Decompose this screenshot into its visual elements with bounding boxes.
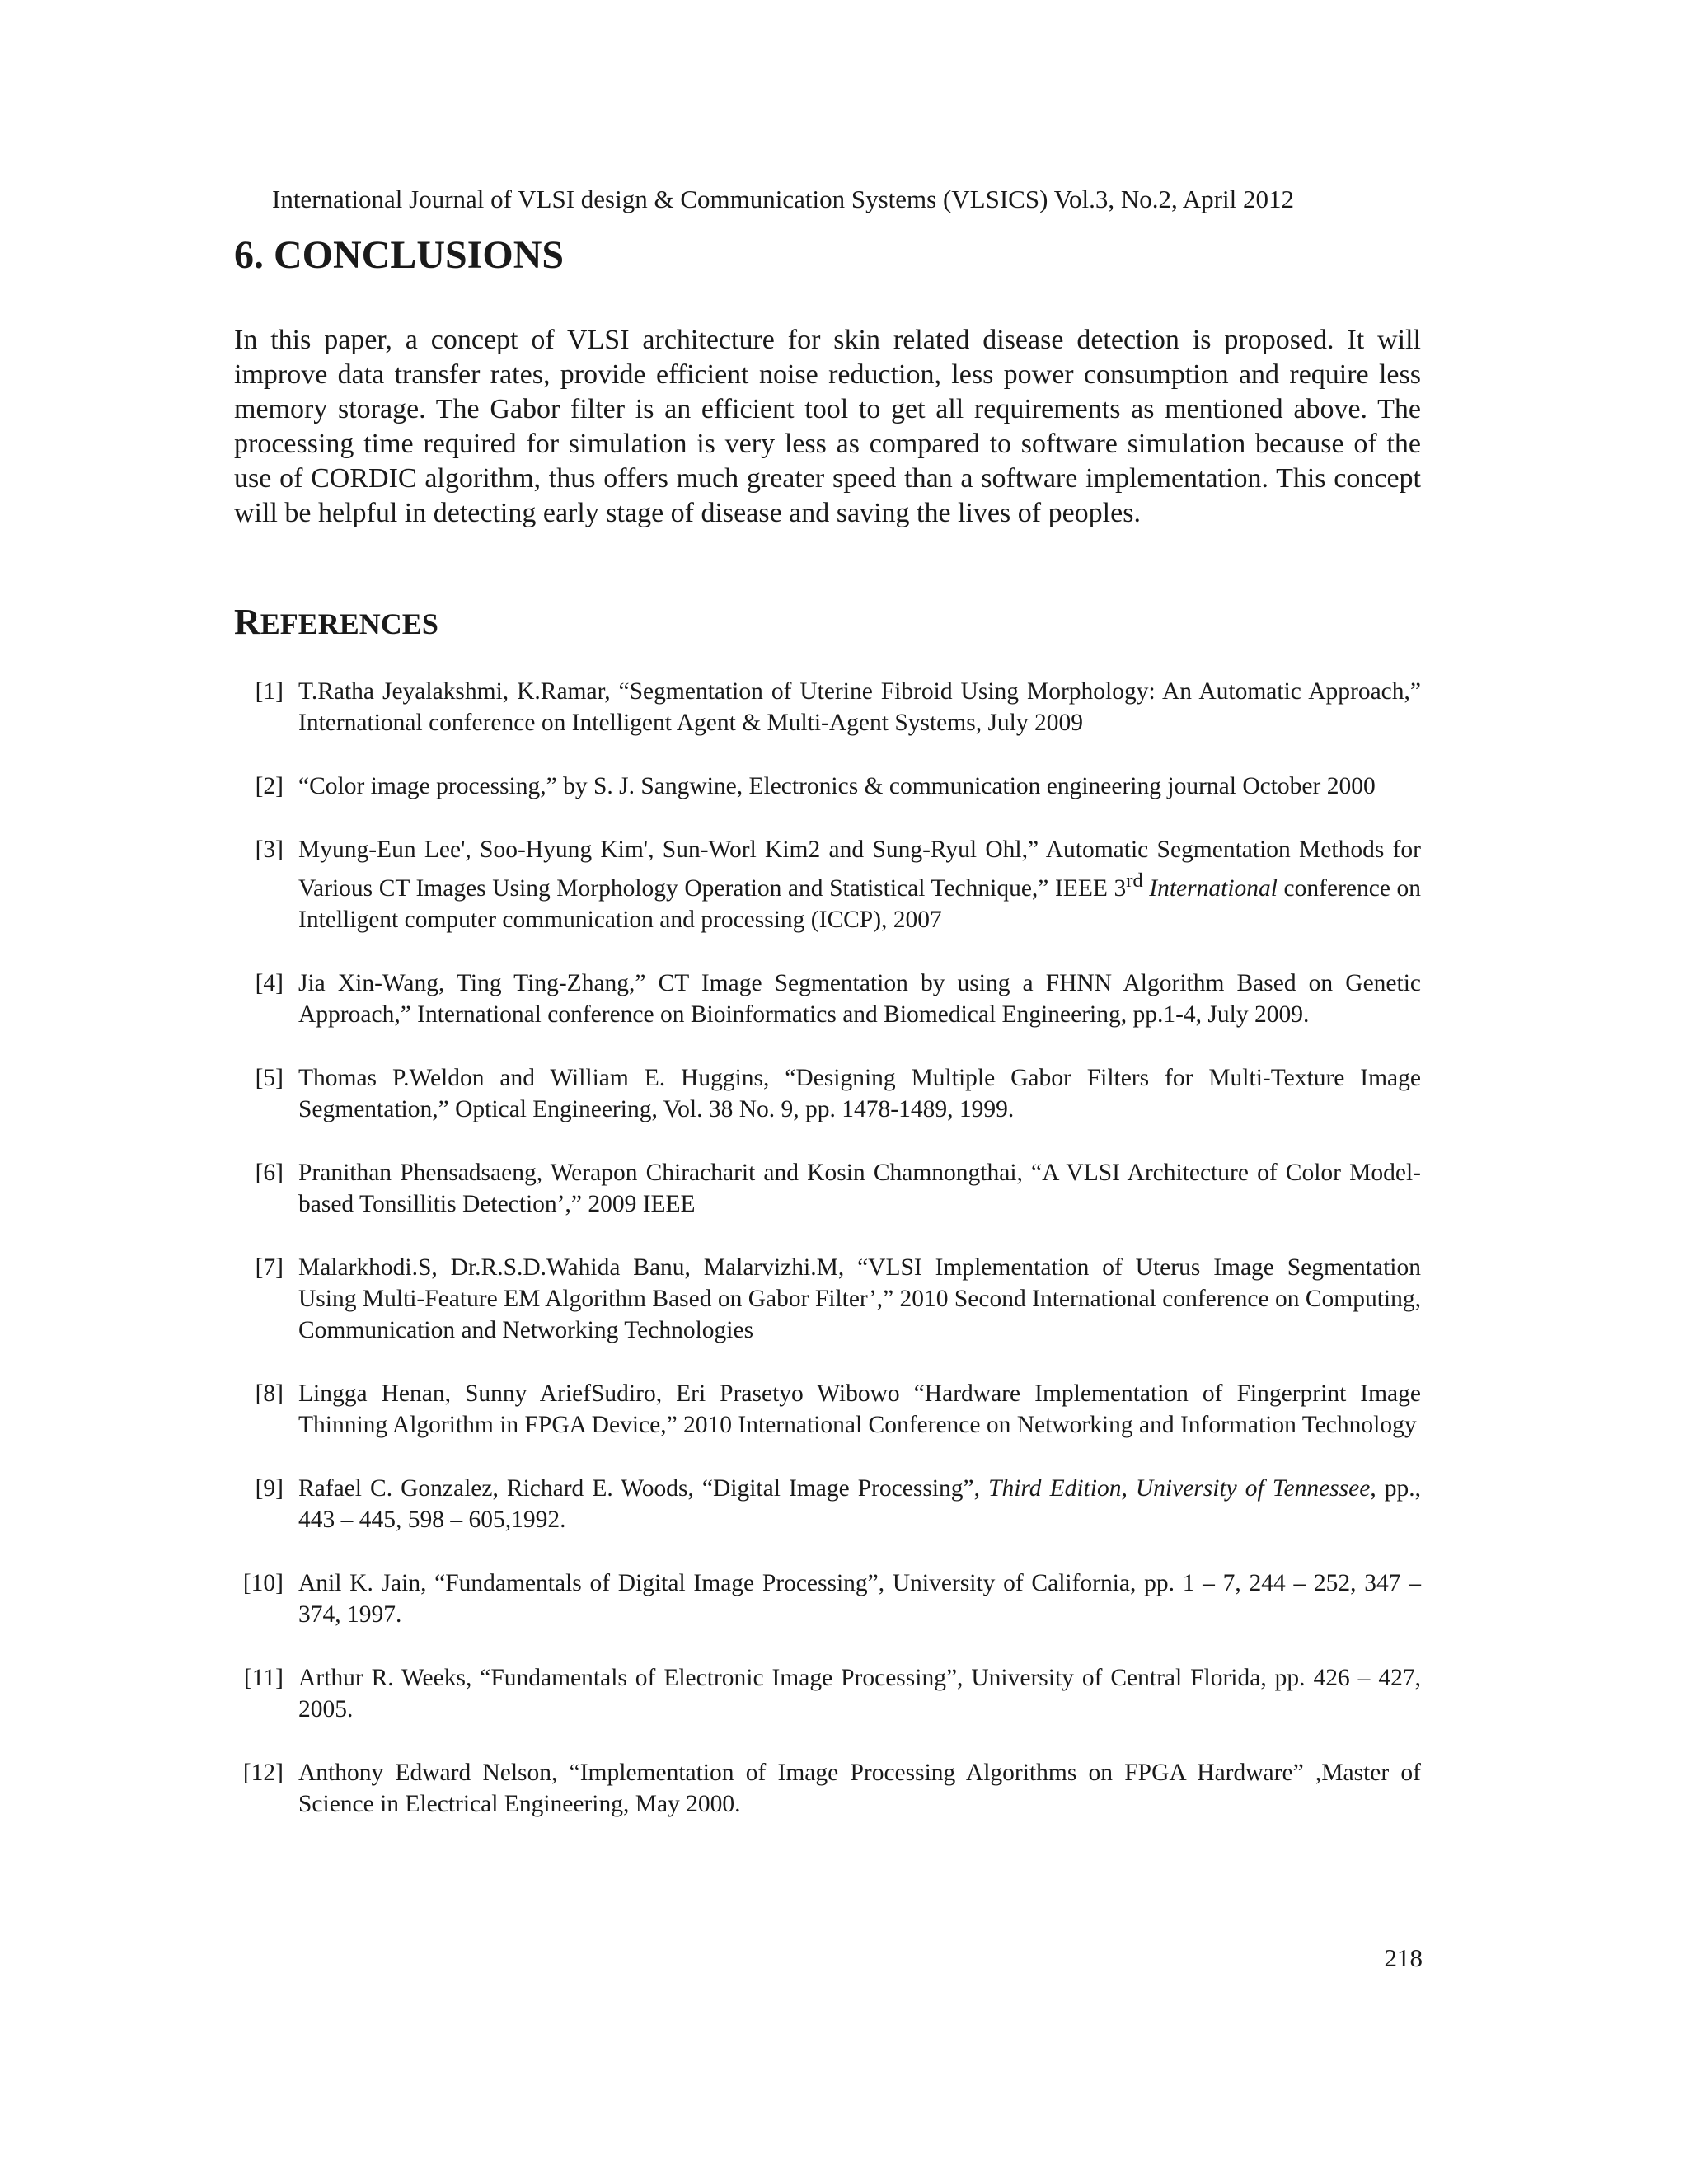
reference-number: [10] [242,1569,284,1596]
reference-item-1 [234,676,1421,738]
reference-text: T.Ratha Jeyalakshmi, K.Ramar, “Segmentation of Uterine Fibroid Using Morphology: An Automatic Approach,” International conference on Intelligent Agent & Multi-Agent Systems, July 2009 [298,678,1421,736]
reference-text-part: Myung-Eun Lee', Soo-Hyung Kim', Sun-Worl Kim2 and Sung-Ryul Ohl,” Automatic Segmentation Methods for Various CT Images Using Morphology Operation and Statistical Technique,” IEEE 3 [298,837,1421,902]
reference-text: Lingga Henan, Sunny AriefSudiro, Eri Prasetyo Wibowo “Hardware Implementation of Fingerprint Image Thinning Algorithm in FPGA Device,” 2010 International Conference on Networking and Information Technology [298,1380,1421,1438]
reference-number: [4] [255,969,284,996]
reference-item-4 [234,968,1421,1030]
conclusions-paragraph: In this paper, a concept of VLSI architecture for skin related disease detection is proposed. It will improve data transfer rates, provide efficient noise reduction, less power consumption and require less memory storage. The Gabor filter is an efficient tool to get all requirements as mentioned above. The processing time required for simulation is very less as compared to software simulation because of the use of CORDIC algorithm, thus offers much greater speed than a software implementation. This concept will be helpful in detecting early stage of disease and saving the lives of peoples. [234,325,1421,528]
reference-item-8 [234,1378,1421,1441]
reference-text: Pranithan Phensadsaeng, Werapon Chiracharit and Kosin Chamnongthai, “A VLSI Architecture of Color Model-based Tonsillitis Detection’,” 2009 IEEE [298,1159,1421,1217]
reference-item-2 [234,771,1421,802]
reference-number: [12] [242,1759,284,1786]
reference-item-11 [234,1662,1421,1725]
reference-number: [9] [255,1474,284,1502]
reference-text: Thomas P.Weldon and William E. Huggins, “Designing Multiple Gabor Filters for Multi-Texture Image Segmentation,” Optical Engineering, Vol. 38 No. 9, pp. 1478-1489, 1999. [298,1064,1421,1122]
reference-item-7 [234,1252,1421,1346]
reference-text-part: conference on Intelligent computer communication and processing (ICCP), 2007 [298,874,1422,933]
reference-number: [6] [255,1159,284,1186]
reference-text: Malarkhodi.S, Dr.R.S.D.Wahida Banu, Malarvizhi.M, “VLSI Implementation of Uterus Image Segmentation Using Multi-Feature EM Algorithm Based on Gabor Filter’,” 2010 Second International conference on Computing, Communication and Networking Technologies [298,1254,1421,1343]
references-heading-initial: R [234,602,260,642]
reference-text: Arthur R. Weeks, “Fundamentals of Electronic Image Processing”, University of Central Florida, pp. 426 – 427, 2005. [298,1664,1421,1722]
reference-text [298,834,1421,935]
reference-text: Jia Xin-Wang, Ting Ting-Zhang,” CT Image Segmentation by using a FHNN Algorithm Based on Genetic Approach,” International conference on Bioinformatics and Biomedical Engineering, pp.1-4, July 2009. [298,969,1421,1028]
reference-number: [7] [255,1254,284,1281]
reference-superscript: rd [1126,869,1143,892]
reference-text-part: Rafael C. Gonzalez, Richard E. Woods, “Digital Image Processing”, [298,1474,989,1502]
reference-item-3 [234,834,1421,935]
running-header: International Journal of VLSI design & Communication Systems (VLSICS) Vol.3, No.2, April 2012 [272,185,1294,213]
references-heading [234,602,438,644]
reference-item-9 [234,1473,1421,1535]
reference-number: [3] [255,837,284,863]
reference-item-6 [234,1157,1421,1220]
reference-text: Anil K. Jain, “Fundamentals of Digital Image Processing”, University of California, pp. 1 – 7, 244 – 252, 347 – 374, 1997. [298,1569,1421,1628]
reference-text: “Color image processing,” by S. J. Sangwine, Electronics & communication engineering journal October 2000 [298,773,1376,799]
reference-italic-text: Third Edition, University of Tennessee [988,1474,1371,1502]
references-heading-rest: EFERENCES [260,607,438,640]
reference-text [298,1473,1421,1535]
reference-list [234,676,1421,1852]
reference-number: [1] [255,678,284,705]
reference-item-12 [234,1757,1421,1820]
reference-number: [11] [243,1664,284,1691]
reference-text-part: , pp., 443 – 445, 598 – 605,1992. [298,1474,1421,1533]
reference-text: Anthony Edward Nelson, “Implementation of Image Processing Algorithms on FPGA Hardware” ,Master of Science in Electrical Engineering, May 2000. [298,1759,1421,1817]
reference-number: [2] [255,773,284,799]
reference-item-10 [234,1568,1421,1630]
reference-italic-text: International [1149,874,1278,902]
reference-item-5 [234,1062,1421,1125]
page-number: 218 [1384,1943,1423,1972]
reference-number: [5] [255,1064,284,1091]
conclusions-heading: 6. CONCLUSIONS [234,233,565,277]
reference-number: [8] [255,1380,284,1407]
